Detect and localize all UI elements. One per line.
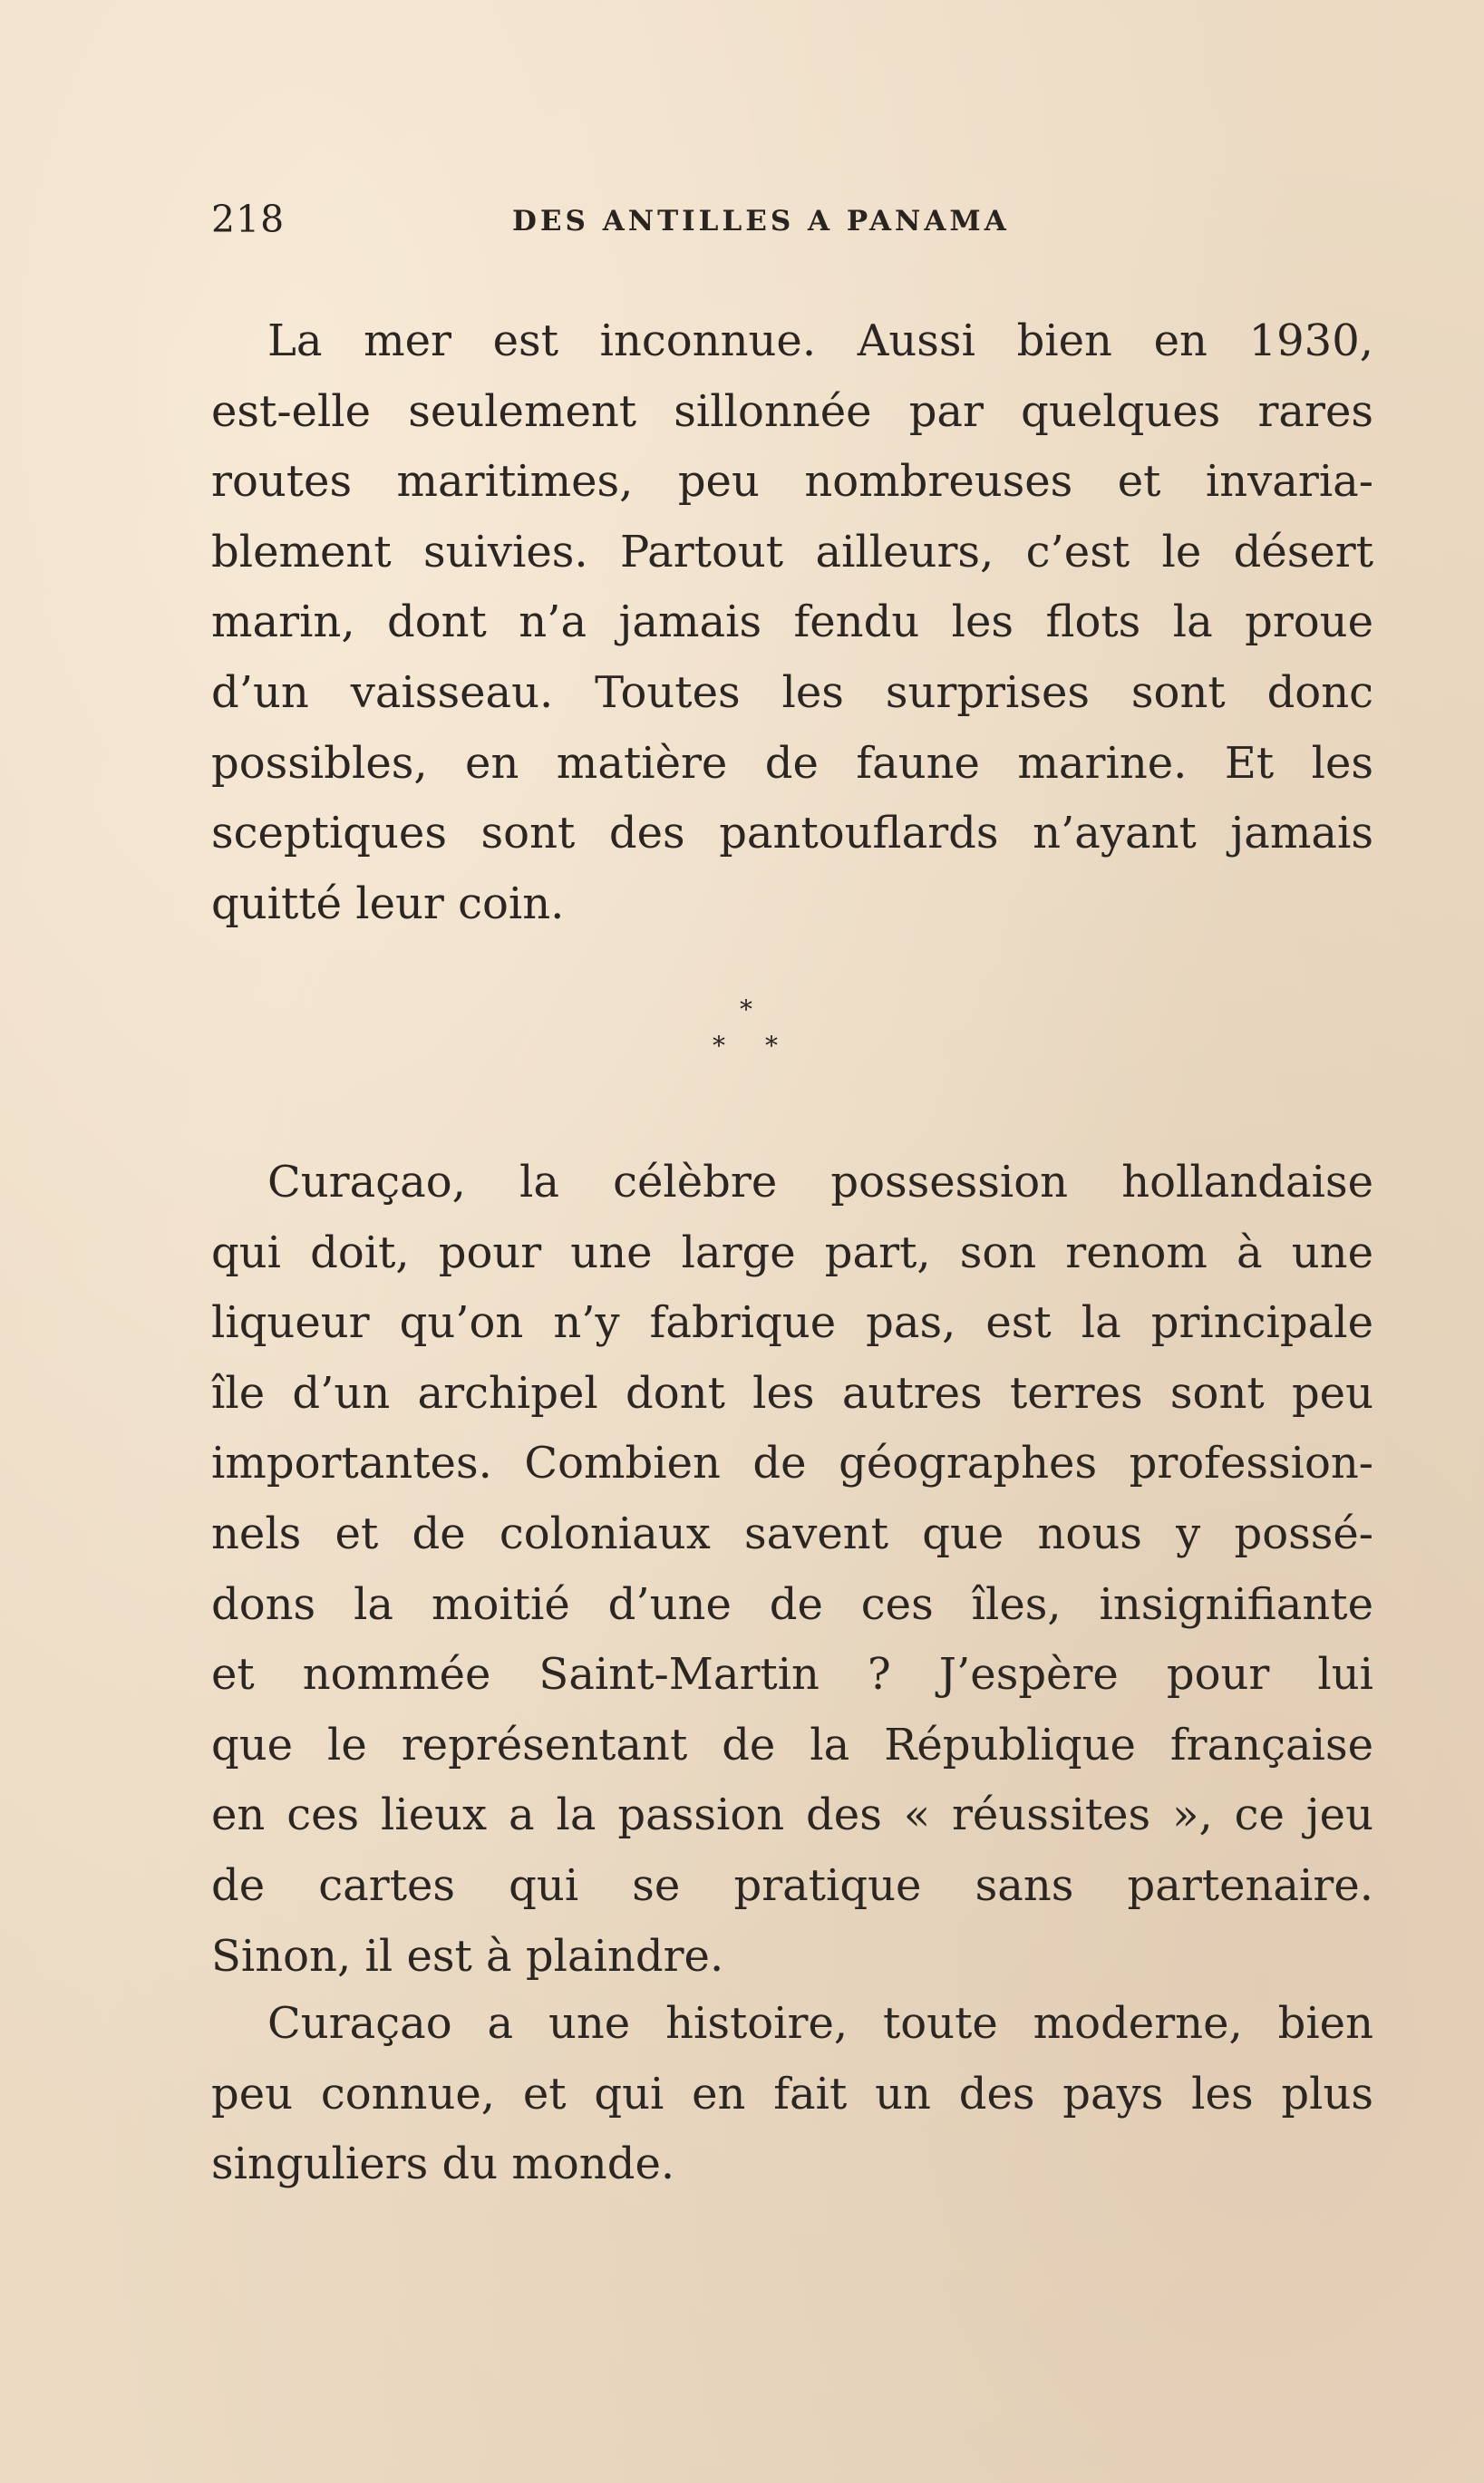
text-line: île d’un archipel dont les autres terres sont peu xyxy=(211,1367,1373,1419)
text-line: importantes. Combien de géographes profession- xyxy=(211,1438,1373,1489)
text-line: singuliers du monde. xyxy=(211,2139,675,2190)
text-line: est-elle seulement sillonnée par quelques rares xyxy=(211,385,1373,437)
text-line: possibles, en matière de faune marine. Et les xyxy=(211,737,1373,789)
text-line: nels et de coloniaux savent que nous y possé- xyxy=(211,1508,1373,1559)
text-line: Curaçao, la célèbre possession hollandaise xyxy=(267,1157,1373,1208)
text-line: sceptiques sont des pantouflards n’ayant jamais xyxy=(211,808,1373,859)
text-line: peu connue, et qui en fait un des pays les plus xyxy=(211,2068,1373,2119)
text-line: d’un vaisseau. Toutes les surprises sont donc xyxy=(211,666,1373,718)
text-line: de cartes qui se pratique sans partenaire. xyxy=(211,1859,1373,1911)
text-line: et nommée Saint-Martin ? J’espère pour lui xyxy=(211,1649,1373,1701)
text-line: quitté leur coin. xyxy=(211,878,565,929)
asterisk-glyph: * xyxy=(740,994,752,1024)
running-head xyxy=(211,198,1373,252)
text-line: que le représentant de la République française xyxy=(211,1719,1373,1770)
asterisk-glyph: * xyxy=(765,1031,778,1061)
text-line: qui doit, pour une large part, son renom à une xyxy=(211,1227,1373,1278)
text-line: Sinon, il est à plaindre. xyxy=(211,1930,724,1982)
page-number: 218 xyxy=(211,198,286,241)
paragraph-curacao xyxy=(211,1148,1373,1992)
text-line: liqueur qu’on n’y fabrique pas, est la principale xyxy=(211,1297,1373,1349)
paragraph-sea-unknown xyxy=(211,306,1373,939)
text-line: routes maritimes, peu nombreuses et invaria- xyxy=(211,456,1373,508)
text-line: Curaçao a une histoire, toute moderne, bien xyxy=(267,1998,1373,2049)
section-separator-asterism xyxy=(707,994,798,1079)
text-line: La mer est inconnue. Aussi bien en 1930, xyxy=(267,315,1373,366)
paragraph-curacao-history xyxy=(211,1989,1373,2200)
text-line: marin, dont n’a jamais fendu les flots la proue xyxy=(211,597,1373,648)
running-title: DES ANTILLES A PANAMA xyxy=(512,205,1010,238)
text-line: dons la moitié d’une de ces îles, insignifiante xyxy=(211,1578,1373,1630)
text-line: blement suivies. Partout ailleurs, c’est le désert xyxy=(211,526,1373,577)
text-line: en ces lieux a la passion des « réussites », ce jeu xyxy=(211,1790,1373,1841)
asterisk-glyph: * xyxy=(713,1031,725,1061)
